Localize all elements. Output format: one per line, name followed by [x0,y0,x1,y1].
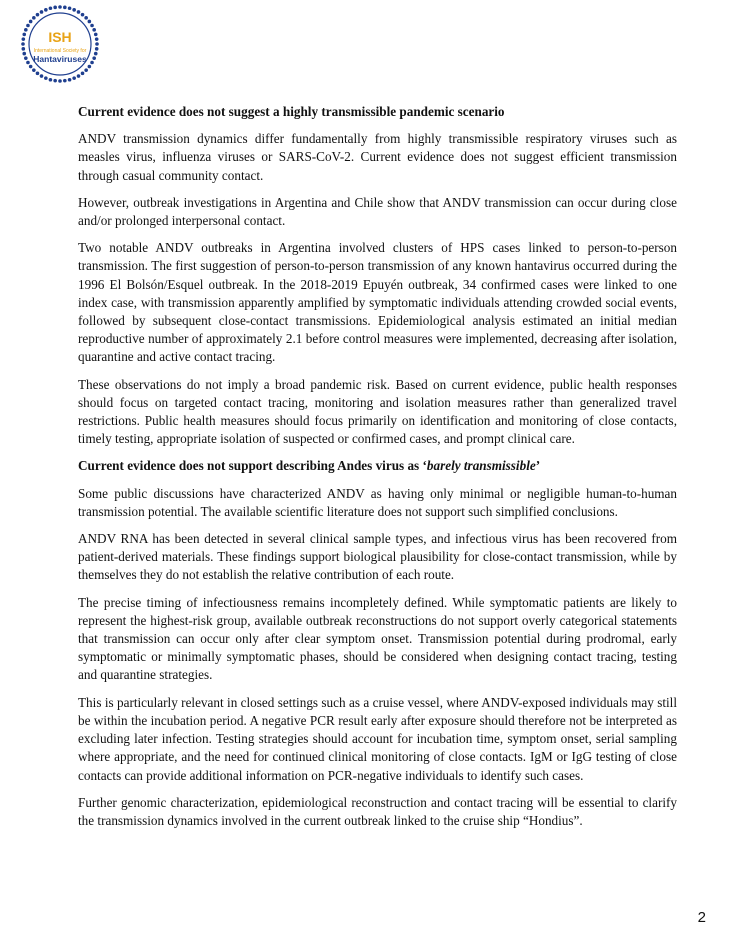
paragraph: Two notable ANDV outbreaks in Argentina involved clusters of HPS cases linked to person-to-person transmission. The first suggestion of person-to-person transmission of any known hantavirus occurred during the 1996 El Bolsón/Esquel outbreak. In the 2018-2019 Epuyén outbreak, 34 confirmed cases were linked to one index case, with transmission apparently amplified by symptomatic individuals attending crowded social events, followed by subsequent close-contact transmissions. Epidemiological analysis estimated an initial median reproductive number of approximately 2.1 before control measures were implemented, decreasing after isolation, quarantine and active contact tracing. [78,240,677,365]
heading-emphasis: barely transmissible [426,458,536,474]
heading-text: Current evidence does not support describing Andes virus as [78,458,423,474]
paragraph: ANDV RNA has been detected in several clinical sample types, and infectious virus has been recovered from patient-derived materials. These findings support biological plausibility for close-contact transmission, while by themselves they do not establish the relative contribution of each route. [78,531,677,583]
paragraph: ANDV transmission dynamics differ fundamentally from highly transmissible respiratory viruses such as measles virus, influenza viruses or SARS-CoV-2. Current evidence does not suggest efficient transmission through casual community contact. [78,131,677,183]
logo-name: Hantaviruses [33,54,87,64]
paragraph: The precise timing of infectiousness remains incompletely defined. While symptomatic patients are likely to represent the highest-risk group, available outbreak reconstructions do not support overly categorical statements that transmission can occur only after clear symptom onset. Transmission potential during prodromal, early symptomatic or minimally symptomatic phases, should be considered when designing contact tracing, testing and quarantine strategies. [78,594,677,683]
paragraph: This is particularly relevant in closed settings such as a cruise vessel, where ANDV-exposed individuals may still be within the incubation period. A negative PCR result early after exposure should therefore not be interpreted as excluding later infection. Testing strategies should account for incubation time, symptom onset, serial sampling where appropriate, and the need for continued clinical monitoring of close contacts. IgM or IgG testing of close contacts can provide additional information on PCR-negative individuals to identify such cases. [78,694,677,783]
ish-logo-graphic [14,2,106,86]
document-body [78,103,677,839]
paragraph: Some public discussions have characterized ANDV as having only minimal or negligible human-to-human transmission potential. The available scientific literature does not support such simplified conclusions. [78,485,677,519]
section-heading-pandemic: Current evidence does not suggest a highly transmissible pandemic scenario [78,104,505,119]
page-number: 2 [697,909,706,926]
heading-quote-open: ‘ [422,458,427,474]
ish-logo [14,2,106,86]
heading-quote-close: ’ [535,458,541,474]
paragraph: However, outbreak investigations in Argentina and Chile show that ANDV transmission can occur during close and/or prolonged interpersonal contact. [78,194,677,229]
logo-subtitle: International Society for [33,48,87,54]
paragraph: Further genomic characterization, epidemiological reconstruction and contact tracing will be essential to clarify the transmission dynamics involved in the current outbreak linked to the cruise ship “Hondius”. [78,794,677,828]
paragraph: These observations do not imply a broad pandemic risk. Based on current evidence, public health responses should focus on targeted contact tracing, monitoring and isolation measures rather than generalized travel restrictions. Public health measures should focus primarily on identification and monitoring of close contacts, timely testing, appropriate isolation of suspected or confirmed cases, and prompt clinical care. [78,376,677,447]
logo-acronym: ISH [48,29,72,45]
section-heading-andes [78,457,677,475]
